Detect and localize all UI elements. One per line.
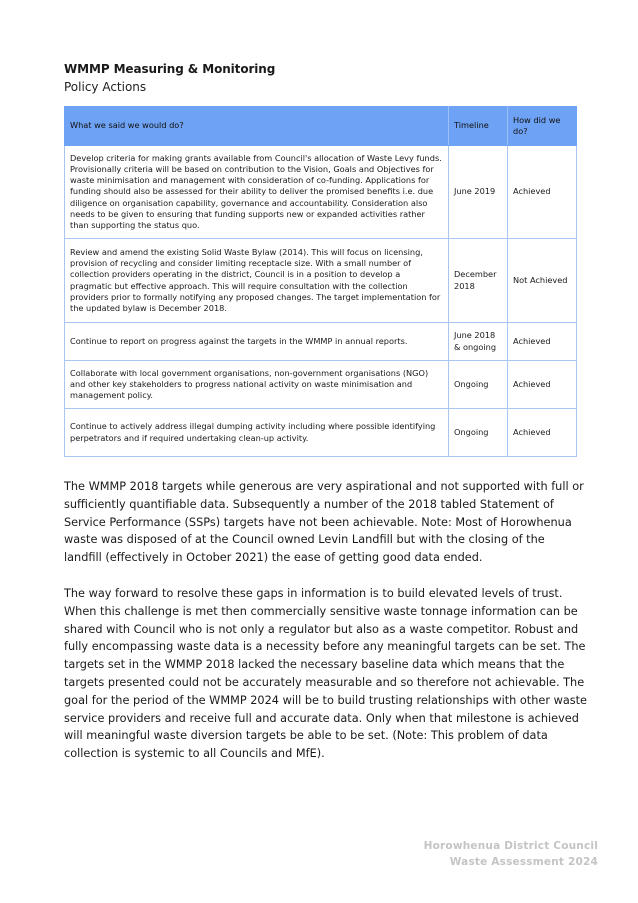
row-timeline: June 2019 — [449, 146, 508, 239]
table-row — [65, 409, 577, 457]
row-timeline: Ongoing — [449, 409, 508, 457]
row-action: Continue to actively address illegal dumping activity including where possible identifying perpetrators and if required undertaking clean-up activity. — [65, 409, 449, 457]
row-result: Achieved — [508, 361, 577, 409]
row-result: Achieved — [508, 146, 577, 239]
section-subheading: Policy Actions — [64, 80, 147, 94]
row-action: Develop criteria for making grants available from Council's allocation of Waste Levy funds. Provisionally criteria will be based on contribution to the Vision, Goals and Objectives for waste minimisation and management with consideration of co-funding. Applications for funding should also be assessed for their ability to deliver the promised benefits i.e. due diligence on organisation capability, governance and accountability. Consideration also needs to be given to ensuring that funding supports new or expanded activities rather than supporting the status quo. — [65, 146, 449, 239]
policy-actions-table — [64, 106, 577, 457]
header-result: How did we do? — [508, 107, 577, 146]
footer-branding — [424, 838, 598, 870]
row-action: Review and amend the existing Solid Waste Bylaw (2014). This will focus on licensing, provision of recycling and consider limiting receptacle size. With a small number of collection providers operating in the district, Council is in a position to develop a pragmatic but effective approach. This will require consultation with the collection providers prior to formally notifying any proposed changes. The target implementation for the updated bylaw is December 2018. — [65, 239, 449, 323]
page-content — [64, 62, 576, 457]
row-action: Collaborate with local government organisations, non-government organisations (NGO) and other key stakeholders to progress national activity on waste minimisation and management policy. — [65, 361, 449, 409]
row-timeline: December 2018 — [449, 239, 508, 323]
row-result: Achieved — [508, 409, 577, 457]
section-heading: WMMP Measuring & Monitoring — [64, 62, 276, 76]
footer-organisation: Horowhenua District Council — [423, 840, 598, 852]
row-action: Continue to report on progress against the targets in the WMMP in annual reports. — [65, 323, 449, 361]
table-row — [65, 361, 577, 409]
header-timeline: Timeline — [449, 107, 508, 146]
row-result: Achieved — [508, 323, 577, 361]
row-timeline: Ongoing — [449, 361, 508, 409]
footer-document-title: Waste Assessment 2024 — [449, 856, 598, 868]
table-header-row — [65, 107, 577, 146]
header-action: What we said we would do? — [65, 107, 449, 146]
paragraph-way-forward: The way forward to resolve these gaps in information is to build elevated levels of trust. When this challenge is met then commercially sensitive waste tonnage information can be shared with Council who is not only a regulator but also as a waste competitor. Robust and fully encompassing waste data is a necessity before any meaningful targets can be set. The targets set in the WMMP 2018 lacked the necessary baseline data which means that the targets presented could not be accurately measurable and so therefore not achievable. The goal for the period of the WMMP 2024 will be to build trusting relationships with other waste service providers and receive full and accurate data. Only when that milestone is achieved will meaningful waste diversion targets be able to be set. (Note: This problem of data collection is systemic to all Councils and MfE). — [64, 587, 588, 761]
table-row — [65, 146, 577, 239]
paragraph-data-note: The WMMP 2018 targets while generous are very aspirational and not supported with full or sufficiently quantifiable data. Subsequently a number of the 2018 tabled Statement of Service Performance (SSPs) targets have not been achievable. Note: Most of Horowhenua waste was disposed of at the Council owned Levin Landfill but with the closing of the landfill (effectively in October 2021) the ease of getting good data ended. — [64, 480, 584, 565]
table-row — [65, 323, 577, 361]
row-timeline: June 2018 & ongoing — [449, 323, 508, 361]
row-result: Not Achieved — [508, 239, 577, 323]
table-row — [65, 239, 577, 323]
